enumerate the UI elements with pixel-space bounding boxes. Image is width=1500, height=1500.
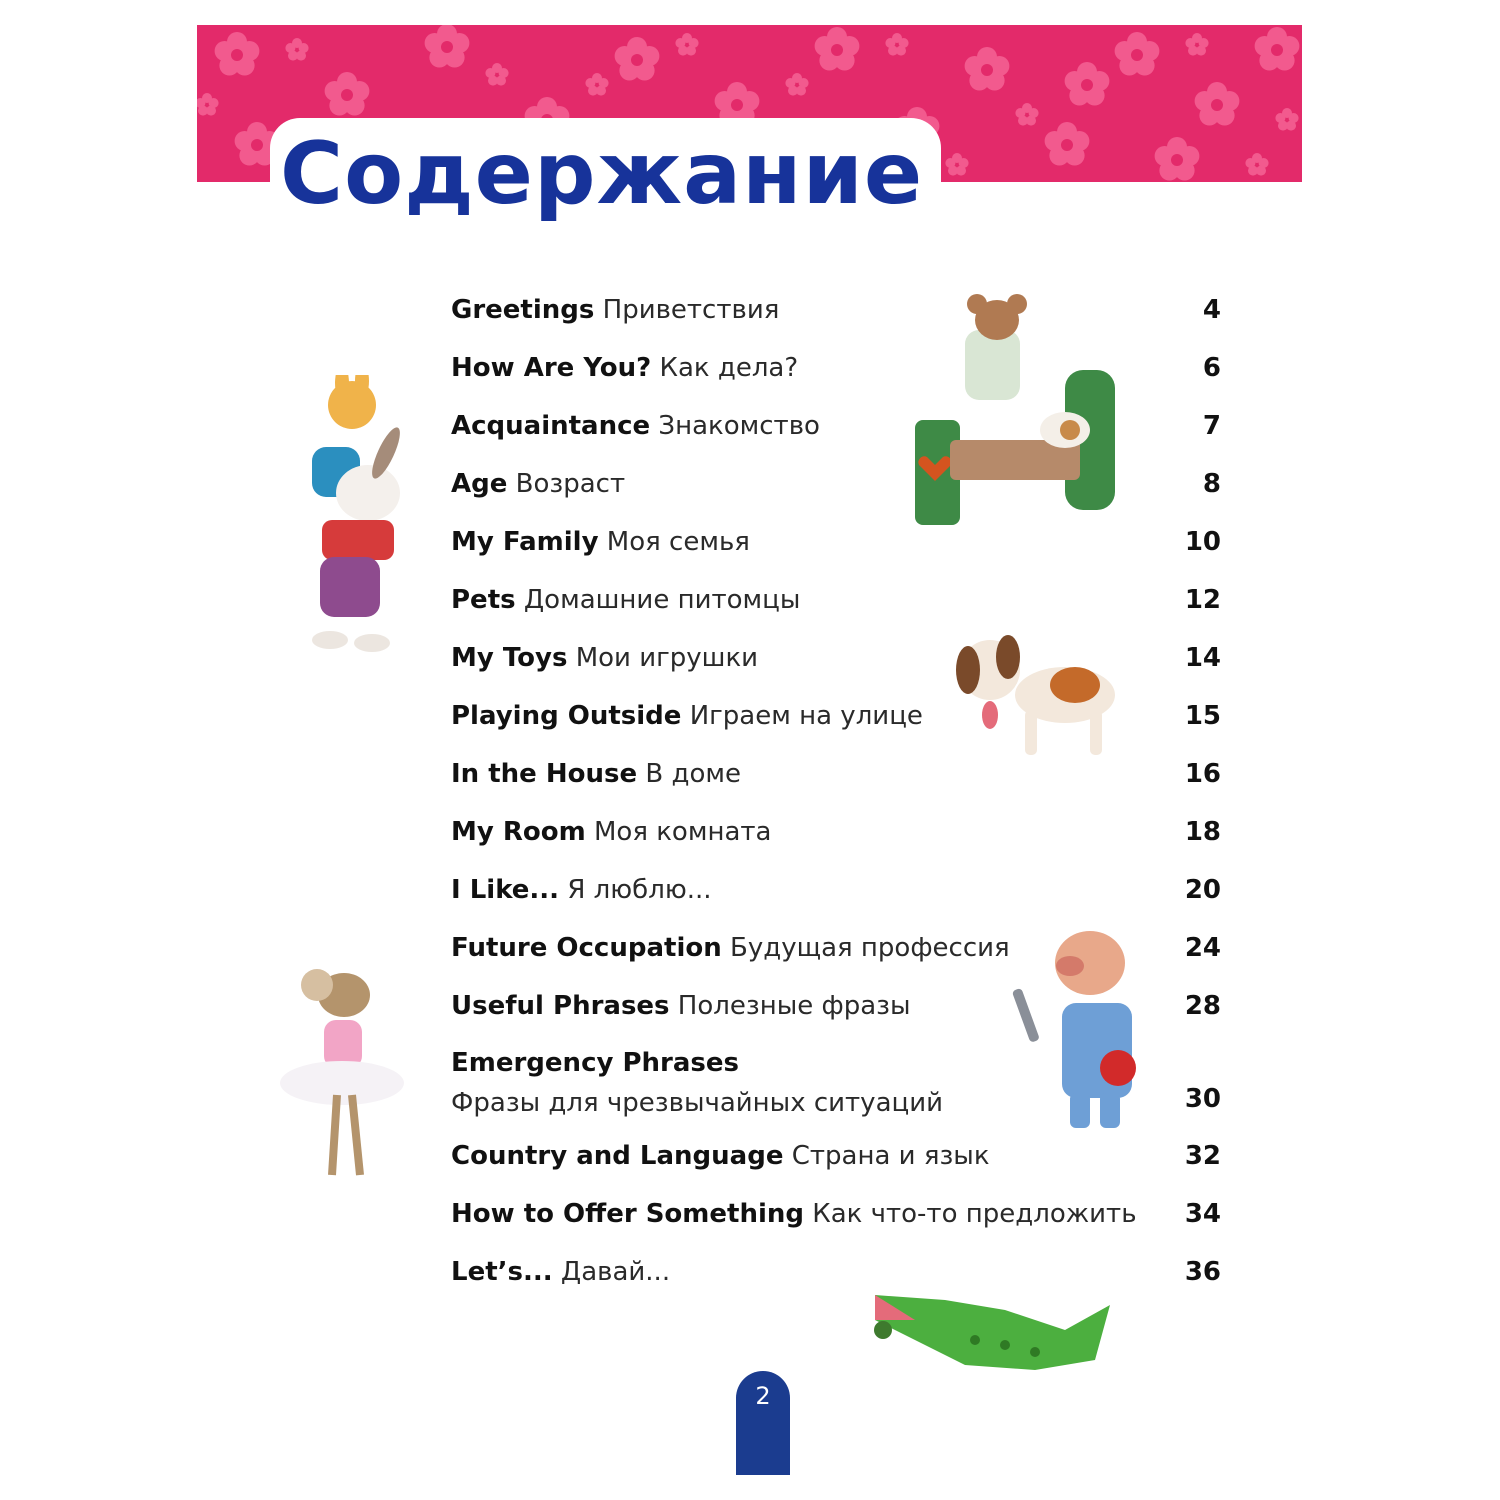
toc-item-title-en: Age	[451, 469, 508, 499]
mouse-bed-illustration	[905, 290, 1130, 530]
toc-item-title-en: Emergency Phrases	[451, 1048, 739, 1078]
toc-item-page: 12	[1184, 585, 1221, 615]
toc-item-title-ru: Будущая профессия	[730, 933, 1010, 963]
toc-item-page: 18	[1184, 817, 1221, 847]
toc-item-page: 20	[1184, 875, 1221, 905]
toc-item-title-en: Useful Phrases	[451, 991, 670, 1021]
toc-item-title-ru: Как что-то предложить	[812, 1199, 1137, 1229]
toc-item-title-en: Greetings	[451, 295, 595, 325]
toc-item-title-en: My Room	[451, 817, 586, 847]
toc-item-title-en: Country and Language	[451, 1141, 784, 1171]
toc-item-title-ru: Играем на улице	[689, 701, 923, 731]
puppy-illustration	[950, 625, 1135, 765]
toc-item-title-en: Pets	[451, 585, 516, 615]
toc-item[interactable]	[451, 870, 1221, 910]
toc-item-page: 7	[1202, 411, 1221, 441]
toc-item-title-ru: Приветствия	[602, 295, 780, 325]
toc-item-page: 15	[1184, 701, 1221, 731]
rabbits-illustration	[290, 375, 425, 665]
toc-item[interactable]	[451, 580, 1221, 620]
toc-item-title-ru: Моя семья	[606, 527, 750, 557]
toc-item-page: 4	[1202, 295, 1221, 325]
page-title: Содержание	[270, 118, 941, 230]
toc-item-title-en: How to Offer Something	[451, 1199, 804, 1229]
toc-item[interactable]	[451, 1194, 1221, 1234]
crocodile-illustration	[855, 1270, 1120, 1385]
toc-item-page: 10	[1184, 527, 1221, 557]
toc-item-title-ru: Знакомство	[658, 411, 820, 441]
toc-item-title-en: Acquaintance	[451, 411, 651, 441]
toc-item-page: 8	[1202, 469, 1221, 499]
toc-item-page: 16	[1184, 759, 1221, 789]
toc-item-title-ru: Я люблю...	[567, 875, 712, 905]
toc-item-title-en: How Are You?	[451, 353, 652, 383]
toc-item-title-ru: В доме	[645, 759, 741, 789]
toc-item-title-en: In the House	[451, 759, 638, 789]
toc-item-title-en: My Family	[451, 527, 599, 557]
toc-item[interactable]	[451, 812, 1221, 852]
toc-item-page: 14	[1184, 643, 1221, 673]
toc-item-title-ru: Фразы для чрезвычайных ситуаций	[451, 1088, 943, 1118]
page-number: 2	[736, 1371, 790, 1475]
toc-item-page: 36	[1184, 1257, 1221, 1287]
toc-item-title-ru: Мои игрушки	[575, 643, 759, 673]
toc-item-title-ru: Страна и язык	[791, 1141, 990, 1171]
toc-item-title-ru: Моя комната	[593, 817, 772, 847]
toc-item-title-en: Future Occupation	[451, 933, 722, 963]
toc-item-title-en: My Toys	[451, 643, 568, 673]
toc-item-page: 34	[1184, 1199, 1221, 1229]
toc-item-title-ru: Полезные фразы	[677, 991, 911, 1021]
toc-item-page: 6	[1202, 353, 1221, 383]
toc-item-page: 32	[1184, 1141, 1221, 1171]
toc-item-title-en: I Like...	[451, 875, 560, 905]
toc-item[interactable]	[451, 1136, 1221, 1176]
toc-item-page: 28	[1184, 991, 1221, 1021]
pig-mechanic-illustration	[1000, 918, 1160, 1140]
toc-item-title-en: Let’s...	[451, 1257, 553, 1287]
toc-item-title-ru: Как дела?	[659, 353, 799, 383]
toc-item-title-ru: Домашние питомцы	[523, 585, 801, 615]
ballerina-mouse-illustration	[262, 965, 412, 1190]
toc-item-title-en: Playing Outside	[451, 701, 682, 731]
toc-item-title-ru: Возраст	[515, 469, 626, 499]
toc-item-title-ru: Давай...	[560, 1257, 671, 1287]
toc-item-page: 30	[1184, 1084, 1221, 1114]
toc-item-page: 24	[1184, 933, 1221, 963]
